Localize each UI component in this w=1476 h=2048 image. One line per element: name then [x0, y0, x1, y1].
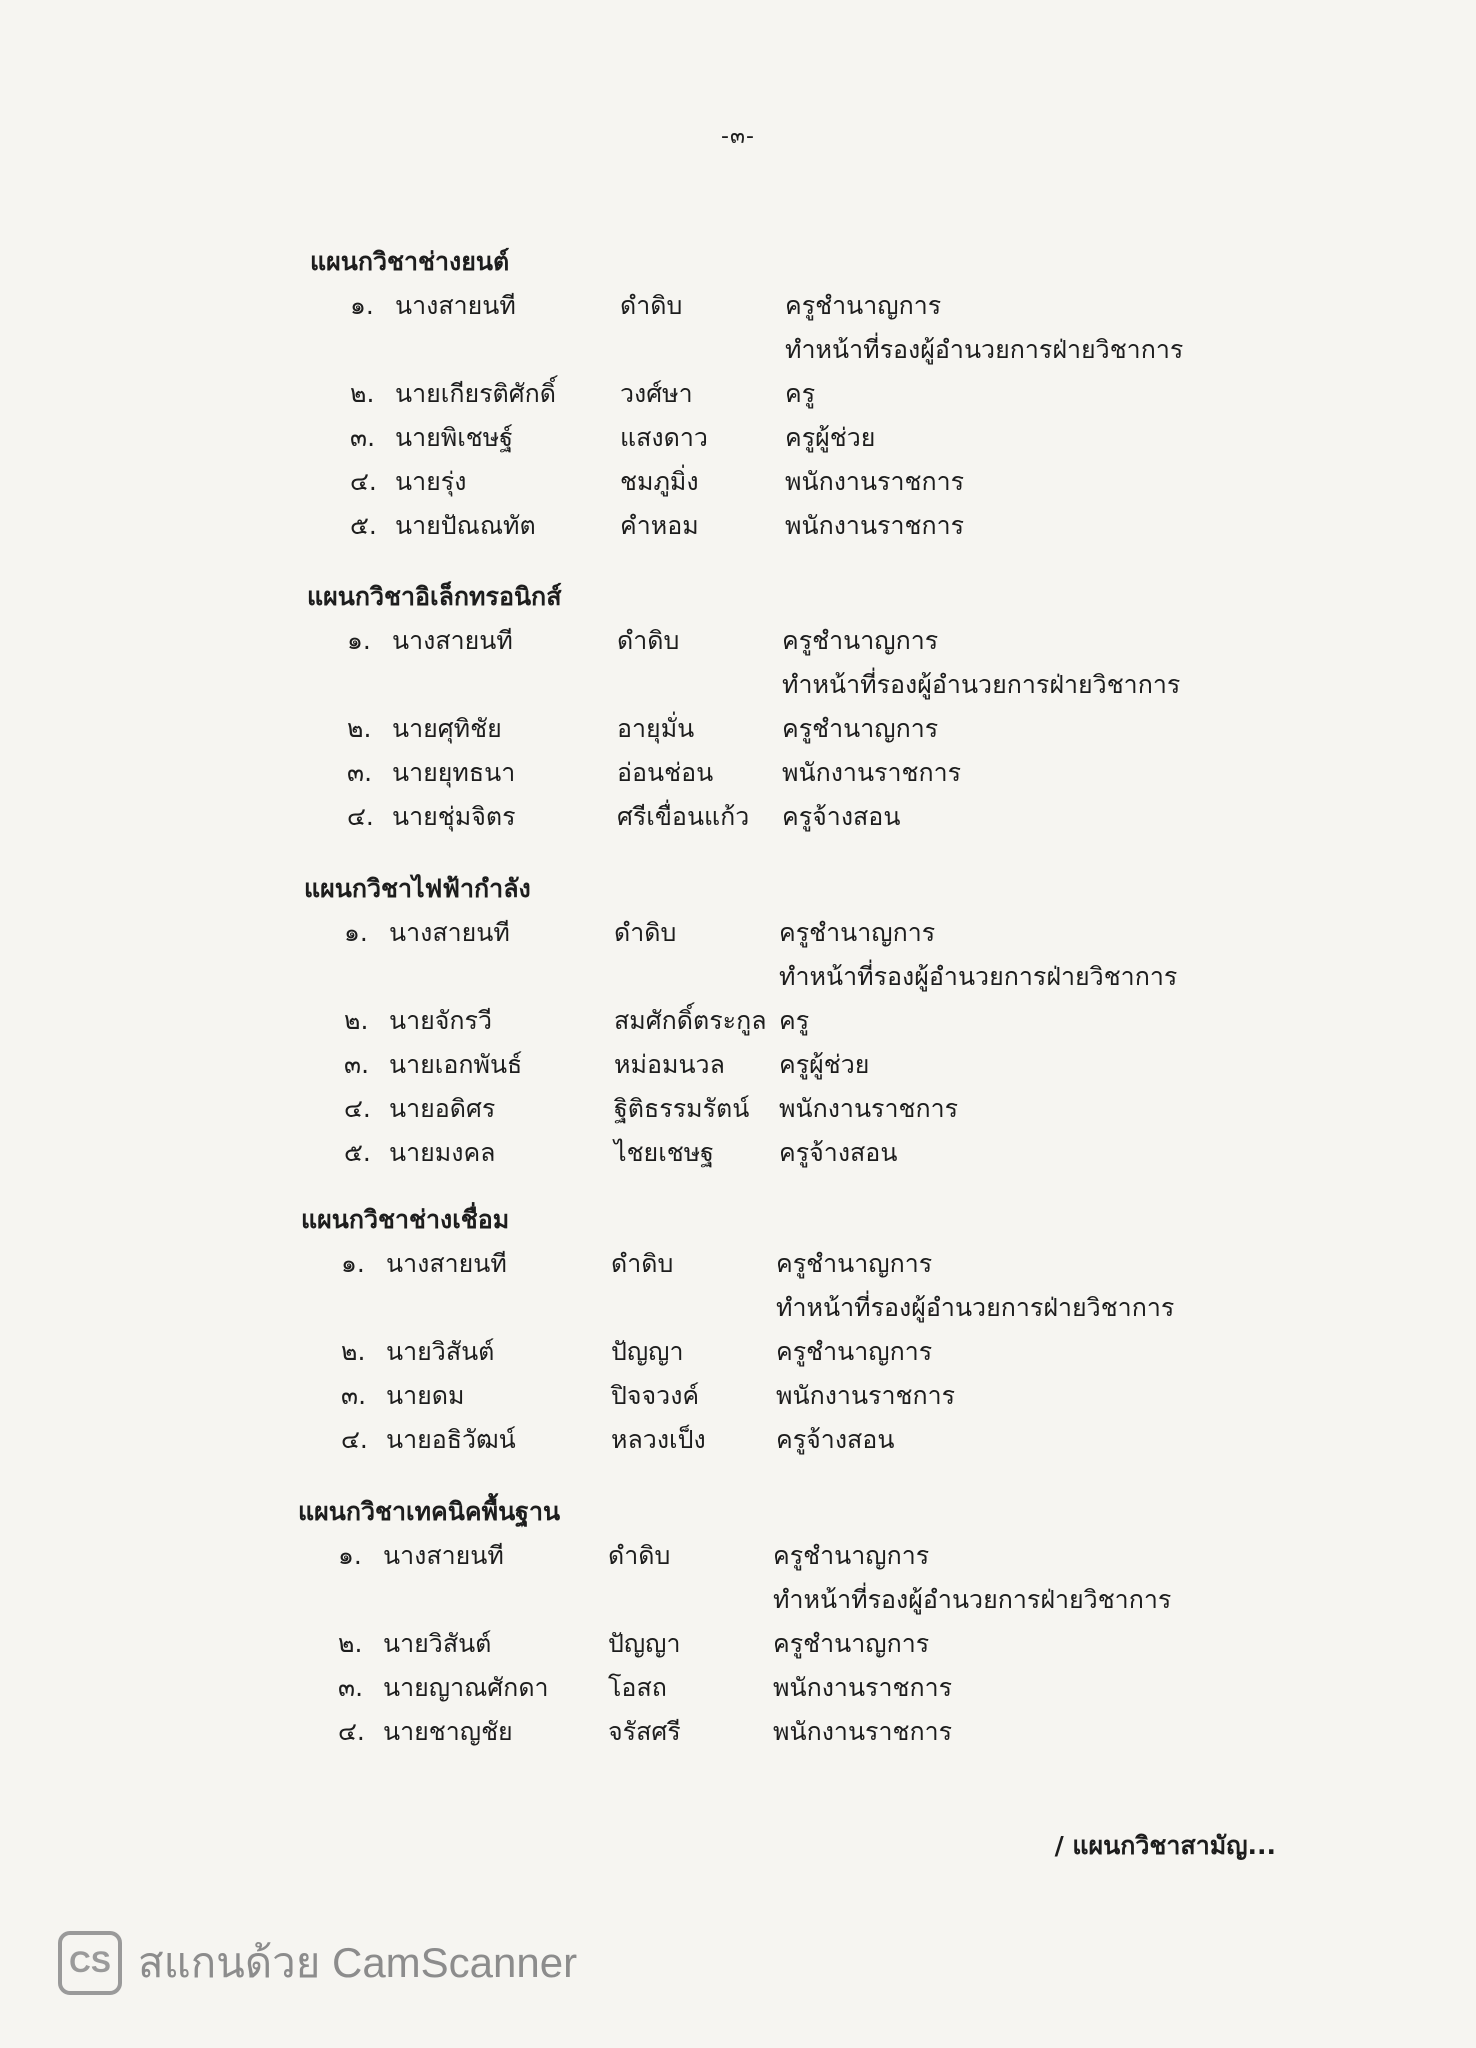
member-name: นายอธิวัฒน์	[386, 1425, 516, 1454]
department-title: แผนกวิชาอิเล็กทรอนิกส์	[307, 582, 562, 611]
member-surname: ชมภูมิ่ง	[620, 467, 699, 496]
member-name: นายญาณศักดา	[383, 1673, 549, 1702]
member-surname: คำหอม	[620, 511, 699, 540]
member-position: พนักงานราชการ	[785, 467, 965, 496]
member-number: ๕.	[344, 1138, 371, 1167]
member-number: ๔.	[341, 1425, 368, 1454]
member-name: นายปัณณทัต	[395, 511, 536, 540]
member-name: นายเอกพันธ์	[389, 1050, 523, 1079]
member-duty: ทำหน้าที่รองผู้อำนวยการฝ่ายวิชาการ	[776, 1293, 1175, 1322]
member-row	[310, 504, 1410, 548]
member-name: นายรุ่ง	[395, 467, 467, 496]
member-number: ๓.	[347, 758, 373, 787]
department-section	[310, 240, 1410, 548]
member-position: ครูชำนาญการ	[785, 291, 942, 320]
member-position: พนักงานราชการ	[782, 758, 962, 787]
member-row	[298, 1710, 1398, 1754]
member-surname: อายุมั่น	[617, 714, 695, 743]
member-position: พนักงานราชการ	[776, 1381, 956, 1410]
member-surname: ฐิติธรรมรัตน์	[614, 1094, 750, 1123]
member-surname: ปัญญา	[608, 1629, 681, 1658]
member-position: ครูชำนาญการ	[776, 1337, 933, 1366]
page-number: -๓-	[721, 124, 755, 149]
member-surname: หม่อมนวล	[614, 1050, 725, 1079]
member-row	[310, 460, 1410, 504]
member-surname: ดำดิบ	[611, 1249, 674, 1278]
member-name: นางสายนที	[389, 918, 510, 947]
member-position: ครู	[785, 379, 816, 408]
member-row	[307, 707, 1407, 751]
member-row	[301, 1242, 1401, 1330]
member-position: ครู	[779, 1006, 810, 1035]
member-number: ๓.	[338, 1673, 364, 1702]
member-surname: แสงดาว	[620, 423, 708, 452]
member-duty: ทำหน้าที่รองผู้อำนวยการฝ่ายวิชาการ	[773, 1585, 1172, 1614]
member-number: ๑.	[341, 1249, 365, 1278]
member-number: ๔.	[350, 467, 377, 496]
watermark-text: สแกนด้วย CamScanner	[138, 1939, 578, 1986]
member-surname: วงศ์ษา	[620, 379, 693, 408]
member-row	[301, 1330, 1401, 1374]
member-name: นางสายนที	[386, 1249, 507, 1278]
member-name: นายวิสันต์	[383, 1629, 492, 1658]
member-surname: ปัญญา	[611, 1337, 684, 1366]
member-position: ครูชำนาญการ	[782, 626, 939, 655]
member-surname: โอสถ	[608, 1673, 667, 1702]
member-name: นายเกียรติศักดิ์	[395, 379, 557, 408]
member-position: ครูผู้ช่วย	[785, 423, 876, 452]
camscanner-logo-icon: CS	[58, 1931, 122, 1995]
member-number: ๓.	[344, 1050, 370, 1079]
member-number: ๔.	[347, 802, 374, 831]
member-name: นายดม	[386, 1381, 465, 1410]
member-name: นายวิสันต์	[386, 1337, 495, 1366]
department-title: แผนกวิชาไฟฟ้ากำลัง	[304, 874, 531, 903]
member-surname: หลวงเป็ง	[611, 1425, 706, 1454]
member-name: นายพิเชษฐ์	[395, 423, 514, 452]
member-number: ๔.	[338, 1717, 365, 1746]
member-number: ๓.	[341, 1381, 367, 1410]
member-number: ๕.	[350, 511, 377, 540]
member-surname: อ่อนช่อน	[617, 758, 714, 787]
member-name: นายมงคล	[389, 1138, 496, 1167]
member-surname: ดำดิบ	[617, 626, 680, 655]
member-duty: ทำหน้าที่รองผู้อำนวยการฝ่ายวิชาการ	[779, 962, 1178, 991]
department-section	[307, 575, 1407, 839]
member-number: ๓.	[350, 423, 376, 452]
member-position: ครูชำนาญการ	[779, 918, 936, 947]
member-row	[298, 1534, 1398, 1622]
member-row	[298, 1666, 1398, 1710]
department-section	[301, 1198, 1401, 1462]
member-surname: ดำดิบ	[608, 1541, 671, 1570]
member-row	[304, 911, 1404, 999]
member-name: นางสายนที	[392, 626, 513, 655]
member-position: ครูชำนาญการ	[773, 1629, 930, 1658]
member-row	[298, 1622, 1398, 1666]
member-duty: ทำหน้าที่รองผู้อำนวยการฝ่ายวิชาการ	[782, 670, 1181, 699]
member-number: ๑.	[347, 626, 371, 655]
member-row	[307, 619, 1407, 707]
member-row	[304, 1131, 1404, 1175]
member-number: ๑.	[338, 1541, 362, 1570]
member-surname: สมศักดิ์ตระกูล	[614, 1006, 767, 1035]
member-duty: ทำหน้าที่รองผู้อำนวยการฝ่ายวิชาการ	[785, 335, 1184, 364]
member-row	[310, 416, 1410, 460]
member-surname: ไชยเชษฐ	[614, 1138, 714, 1167]
camscanner-watermark	[58, 1928, 577, 1998]
member-position: ครูชำนาญการ	[782, 714, 939, 743]
member-position: พนักงานราชการ	[779, 1094, 959, 1123]
member-position: ครูจ้างสอน	[779, 1138, 898, 1167]
member-surname: ดำดิบ	[614, 918, 677, 947]
member-row	[307, 751, 1407, 795]
member-name: นางสายนที	[383, 1541, 504, 1570]
member-row	[301, 1418, 1401, 1462]
member-number: ๒.	[338, 1629, 363, 1658]
member-row	[304, 999, 1404, 1043]
member-surname: ศรีเขื่อนแก้ว	[617, 802, 750, 831]
member-number: ๑.	[344, 918, 368, 947]
continuation-note: / แผนกวิชาสามัญ...	[1054, 1831, 1276, 1860]
department-title: แผนกวิชาเทคนิคพื้นฐาน	[298, 1497, 561, 1526]
member-row	[304, 1087, 1404, 1131]
member-position: ครูผู้ช่วย	[779, 1050, 870, 1079]
member-number: ๑.	[350, 291, 374, 320]
department-title: แผนกวิชาช่างยนต์	[310, 247, 510, 276]
department-section	[298, 1490, 1398, 1754]
member-surname: จรัสศรี	[608, 1717, 681, 1746]
member-position: ครูชำนาญการ	[773, 1541, 930, 1570]
member-name: นายอดิศร	[389, 1094, 496, 1123]
member-name: นายจักรวี	[389, 1006, 493, 1035]
member-row	[304, 1043, 1404, 1087]
department-section	[304, 867, 1404, 1175]
member-row	[310, 284, 1410, 372]
member-row	[310, 372, 1410, 416]
member-row	[307, 795, 1407, 839]
member-name: นางสายนที	[395, 291, 516, 320]
member-name: นายชาญชัย	[383, 1717, 513, 1746]
member-surname: ปิจจวงค์	[611, 1381, 700, 1410]
member-number: ๔.	[344, 1094, 371, 1123]
member-name: นายชุ่มจิตร	[392, 802, 516, 831]
member-name: นายศุทิชัย	[392, 714, 502, 743]
member-number: ๒.	[347, 714, 372, 743]
member-position: ครูจ้างสอน	[782, 802, 901, 831]
member-position: พนักงานราชการ	[785, 511, 965, 540]
member-row	[301, 1374, 1401, 1418]
member-number: ๒.	[344, 1006, 369, 1035]
member-number: ๒.	[341, 1337, 366, 1366]
member-position: ครูจ้างสอน	[776, 1425, 895, 1454]
member-number: ๒.	[350, 379, 375, 408]
member-position: ครูชำนาญการ	[776, 1249, 933, 1278]
member-position: พนักงานราชการ	[773, 1673, 953, 1702]
member-position: พนักงานราชการ	[773, 1717, 953, 1746]
member-name: นายยุทธนา	[392, 758, 516, 787]
member-surname: ดำดิบ	[620, 291, 683, 320]
department-title: แผนกวิชาช่างเชื่อม	[301, 1205, 510, 1234]
